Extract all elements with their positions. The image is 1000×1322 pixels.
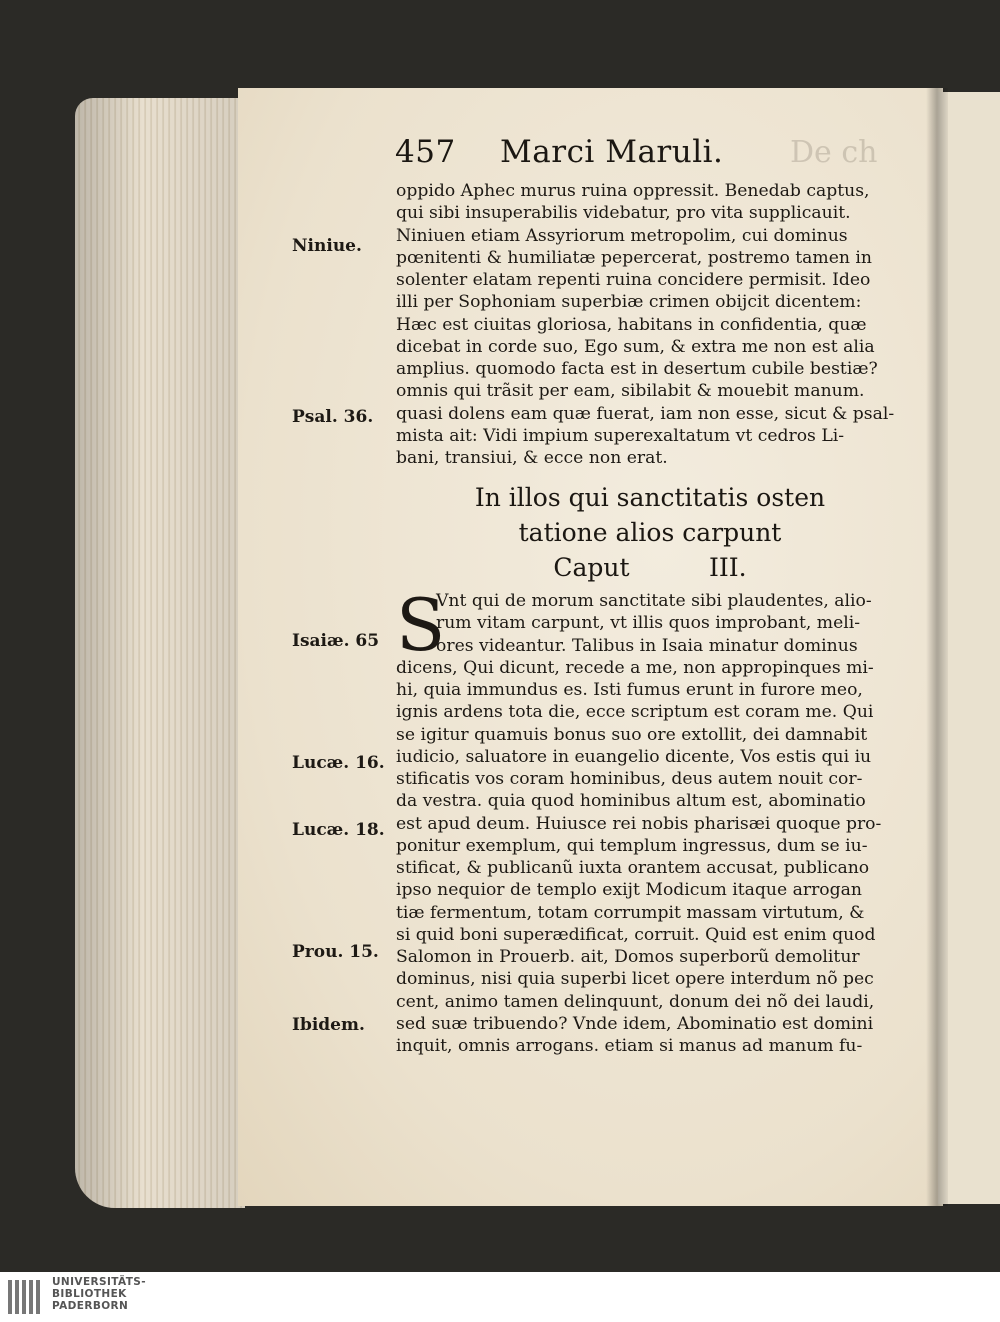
- text-line: Vnt qui de morum sanctitate sibi plaudentes, alio-: [436, 591, 872, 611]
- text-line: amplius. quomodo facta est in desertum cubile bestiæ?: [396, 359, 878, 379]
- text-line: dominus, nisi quia superbi licet opere interdum nõ pec: [396, 969, 874, 990]
- library-name-line: UNIVERSITÄTS-: [52, 1276, 147, 1288]
- text-line: dicens, Qui dicunt, recede a me, non appropinques mi-: [396, 657, 874, 678]
- text-line: sed suæ tribuendo? Vnde idem, Abominatio est domini: [396, 1013, 874, 1034]
- text-line: mista ait: Vidi impium superexaltatum vt cedros Li-: [396, 425, 845, 446]
- text-line: iudicio, saluatore in euangelio dicente, Vos estis qui iu: [396, 746, 872, 767]
- text-line: bani, transiui, & ecce non erat.: [396, 448, 668, 468]
- running-head: [395, 134, 775, 170]
- margin-note-niniue: Niniue.: [292, 236, 362, 256]
- text-line: solenter elatam repenti ruina concidere permisit. Ideo: [396, 270, 871, 290]
- paragraph: [396, 180, 904, 469]
- margin-note-psal: Psal. 36.: [292, 407, 374, 427]
- text-line: stificatis vos coram hominibus, deus autem nouit cor-: [396, 769, 863, 789]
- book-gutter: [926, 88, 948, 1206]
- text-line: est apud deum. Huiusce rei nobis pharisæi quoque pro-: [396, 813, 882, 834]
- text-line: stificat, & publicanũ iuxta orantem accusat, publicano: [396, 858, 870, 878]
- text-line: pœnitenti & humiliatæ pepercerat, postremo tamen in: [396, 247, 872, 268]
- heading-line: In illos qui sanctitatis osten: [474, 483, 826, 512]
- text-line: da vestra. quia quod hominibus altum est, abominatio: [396, 791, 866, 812]
- text-line: Salomon in Prouerb. ait, Domos superborũ demolitur: [396, 947, 860, 967]
- margin-note-lucae-18: Lucæ. 18.: [292, 820, 385, 840]
- text-line: se igitur quamuis bonus suo ore extollit, dei damnabit: [396, 724, 868, 745]
- library-name-line: PADERBORN: [52, 1300, 129, 1312]
- chapter-text: [396, 583, 904, 1057]
- text-line: rum vitam carpunt, vt illis quos improbant, meli-: [436, 613, 861, 634]
- library-logo-icon: [8, 1280, 42, 1314]
- chapter-heading: [396, 480, 904, 585]
- text-line: oppido Aphec murus ruina oppressit. Benedab captus,: [396, 181, 870, 201]
- footer-bar: [0, 1272, 1000, 1322]
- text-line: ignis ardens tota die, ecce scriptum est coram me. Qui: [396, 702, 874, 723]
- margin-note-isaiae: Isaiæ. 65: [292, 631, 380, 651]
- text-line: Hæc est ciuitas gloriosa, habitans in confidentia, quæ: [396, 314, 867, 335]
- heading-line: tatione alios carpunt: [518, 518, 782, 547]
- library-name-line: BIBLIOTHEK: [52, 1288, 127, 1300]
- text-line: ipso nequior de templo exijt Modicum itaque arrogan: [396, 880, 862, 901]
- library-name: [52, 1276, 146, 1312]
- text-line: hi, quia immundus es. Isti fumus erunt in furore meo,: [396, 680, 863, 700]
- margin-note-lucae-16: Lucæ. 16.: [292, 753, 385, 773]
- text-line: cent, animo tamen delinquunt, donum dei nõ dei laudi,: [396, 991, 875, 1012]
- text-line: quasi dolens eam quæ fuerat, iam non esse, sicut & psal-: [396, 403, 895, 424]
- text-line: illi per Sophoniam superbiæ crimen obijcit dicentem:: [396, 292, 862, 313]
- text-line: qui sibi insuperabilis videbatur, pro vita supplicauit.: [396, 203, 851, 224]
- page-number: 457: [395, 134, 456, 170]
- margin-note-prou: Prou. 15.: [292, 942, 379, 962]
- text-line: dicebat in corde suo, Ego sum, & extra me non est alia: [396, 336, 875, 357]
- text-line: omnis qui trãsit per eam, sibilabit & mouebit manum.: [396, 381, 865, 402]
- running-title: Marci Maruli.: [500, 134, 724, 170]
- bleed-through-heading: De ch: [790, 135, 878, 170]
- page-edges-shade: [75, 98, 245, 1208]
- text-line: ores videantur. Talibus in Isaia minatur dominus: [436, 635, 858, 656]
- text-line: inquit, omnis arrogans. etiam si manus ad manum fu-: [396, 1036, 863, 1056]
- heading-line: Caput III.: [553, 553, 747, 582]
- text-line: ponitur exemplum, qui templum ingressus, dum se iu-: [396, 835, 868, 856]
- text-line: tiæ fermentum, totam corrumpit massam virtutum, &: [396, 902, 865, 923]
- margin-note-ibidem: Ibidem.: [292, 1015, 365, 1035]
- drop-cap: S: [396, 583, 446, 667]
- text-line: si quid boni superædificat, corruit. Quid est enim quod: [396, 924, 876, 945]
- text-line: Niniuen etiam Assyriorum metropolim, cui dominus: [396, 225, 848, 246]
